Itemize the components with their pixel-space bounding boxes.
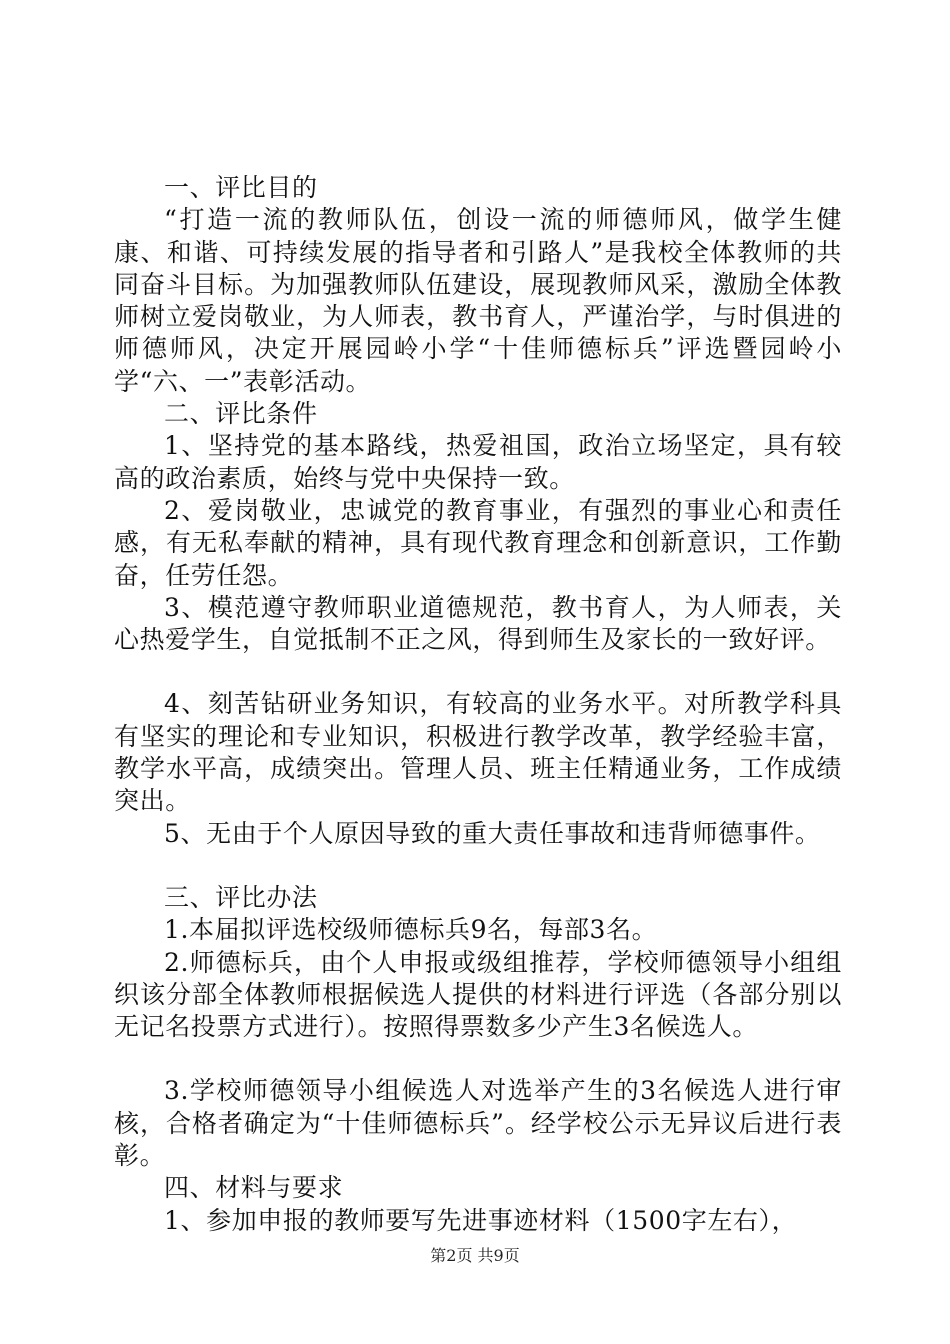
document-body (114, 172, 842, 1237)
paragraph-gap (114, 656, 842, 688)
paragraph-gap (114, 1043, 842, 1075)
paragraph-purpose: “打造一流的教师队伍，创设一流的师德师风，做学生健康、和谐、可持续发展的指导者和引路人”是我校全体教师的共同奋斗目标。为加强教师队伍建设，展现教师风采，激励全体教师树立爱岗敬业，为人师表，教书育人，严谨治学，与时俱进的师德师风，决定开展园岭小学“十佳师德标兵”评选暨园岭小学“六、一”表彰活动。 (114, 205, 842, 396)
page-number-footer: 第2页 共9页 (430, 1246, 520, 1265)
requirement-item-1: 1、参加申报的教师要写先进事迹材料（1500字左右）， (164, 1205, 798, 1235)
condition-item-5: 5、无由于个人原因导致的重大责任事故和违背师德事件。 (164, 818, 821, 848)
method-item-2: 2.师德标兵，由个人申报或级组推荐，学校师德领导小组组织该分部全体教师根据候选人提供的材料进行评选（各部分别以无记名投票方式进行）。按照得票数多少产生3名候选人。 (114, 947, 842, 1042)
section-heading-3: 三、评比办法 (164, 882, 318, 912)
condition-item-4: 4、刻苦钻研业务知识，有较高的业务水平。对所教学科具有坚实的理论和专业知识，积极进行教学改革，教学经验丰富，教学水平高，成绩突出。管理人员、班主任精通业务，工作成绩突出。 (114, 689, 842, 816)
condition-item-3: 3、模范遵守教师职业道德规范，教书育人，为人师表，关心热爱学生，自觉抵制不正之风，得到师生及家长的一致好评。 (114, 592, 842, 655)
condition-item-1: 1、坚持党的基本路线，热爱祖国，政治立场坚定，具有较高的政治素质，始终与党中央保持一致。 (114, 431, 842, 493)
section-heading-1: 一、评比目的 (164, 173, 318, 202)
paragraph-gap (114, 850, 842, 882)
method-item-3: 3.学校师德领导小组候选人对选举产生的3名候选人进行审核，合格者确定为“十佳师德标兵”。经学校公示无异议后进行表彰。 (114, 1076, 842, 1171)
condition-item-2: 2、爱岗敬业，忠诚党的教育事业，有强烈的事业心和责任感，有无私奉献的精神，具有现代教育理念和创新意识，工作勤奋，任劳任怨。 (114, 495, 842, 590)
method-item-1: 1.本届拟评选校级师德标兵9名，每部3名。 (164, 915, 658, 945)
section-heading-2: 二、评比条件 (164, 399, 318, 429)
section-heading-4: 四、材料与要求 (164, 1173, 344, 1203)
